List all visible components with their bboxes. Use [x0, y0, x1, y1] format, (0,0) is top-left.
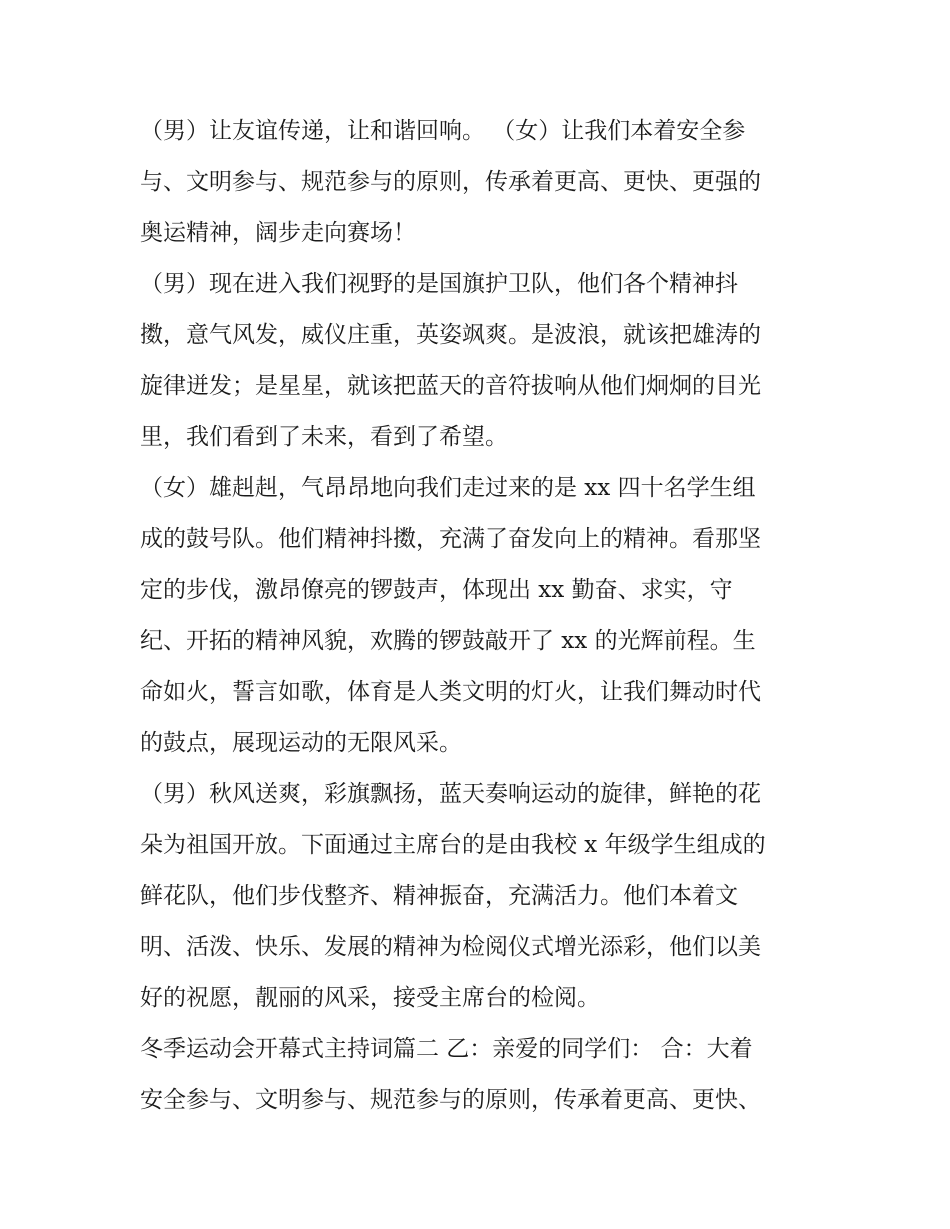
text-line: 好的祝愿，靓丽的风采，接受主席台的检阅。: [140, 985, 600, 1011]
text-line: 的鼓点，展现运动的无限风采。: [140, 730, 462, 756]
text-line: （男）让友谊传递，让和谐回响。 （女）让我们本着安全参: [140, 118, 746, 144]
text-line: 命如火，誓言如歌，体育是人类文明的灯火，让我们舞动时代: [140, 679, 761, 705]
text-line: 朵为祖国开放。下面通过主席台的是由我校 x 年级学生组成的: [140, 832, 766, 858]
text-line: 擞，意气风发，威仪庄重，英姿飒爽。是波浪，就该把雄涛的: [140, 322, 761, 348]
text-line: 定的步伐，激昂僚亮的锣鼓声，体现出 xx 勤奋、求实，守: [140, 577, 733, 603]
text-line: 明、活泼、快乐、发展的精神为检阅仪式增光添彩，他们以美: [140, 934, 761, 960]
text-line: 与、文明参与、规范参与的原则，传承着更高、更快、更强的: [140, 169, 761, 195]
text-line: 冬季运动会开幕式主持词篇二 乙：亲爱的同学们： 合：大着: [140, 1036, 753, 1062]
text-line: 纪、开拓的精神风貌，欢腾的锣鼓敲开了 xx 的光辉前程。生: [140, 628, 756, 654]
text-line: （男）秋风送爽，彩旗飘扬，蓝天奏响运动的旋律，鲜艳的花: [140, 781, 761, 807]
text-line: （男）现在进入我们视野的是国旗护卫队，他们各个精神抖: [140, 271, 738, 297]
text-line: 里，我们看到了未来，看到了希望。: [140, 424, 508, 450]
text-line: 旋律迸发；是星星，就该把蓝天的音符拔响从他们炯炯的目光: [140, 373, 761, 399]
text-line: 安全参与、文明参与、规范参与的原则，传承着更高、更快、: [140, 1087, 761, 1113]
text-line: 奥运精神，阔步走向赛场！: [140, 220, 416, 246]
document-body: [140, 106, 812, 1126]
text-line: （女）雄赳赳，气昂昂地向我们走过来的是 xx 四十名学生组: [140, 475, 756, 501]
text-line: 成的鼓号队。他们精神抖擞，充满了奋发向上的精神。看那坚: [140, 526, 761, 552]
text-line: 鲜花队，他们步伐整齐、精神振奋，充满活力。他们本着文: [140, 883, 738, 909]
